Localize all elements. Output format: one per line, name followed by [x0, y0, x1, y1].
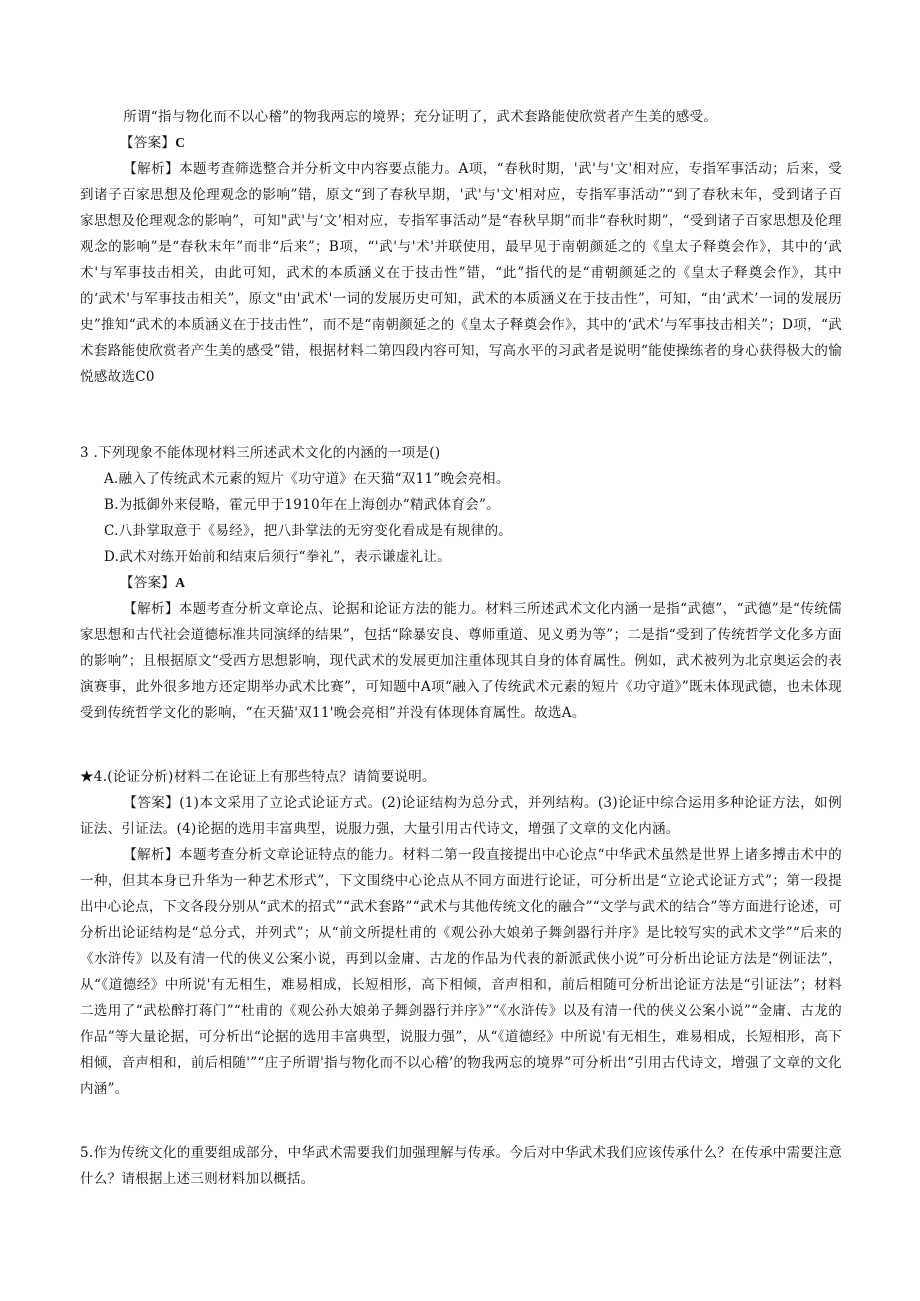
answer-value: C — [175, 135, 186, 150]
q5-section — [80, 1140, 842, 1192]
answer-value: A — [175, 575, 186, 590]
q4-section — [80, 764, 842, 1102]
q4-answer: 【答案】(1)本文采用了立论式论证方式。(2)论证结构为总分式，并列结构。(3)论证中综合运用多种论证方法，如例证法、引证法。(4)论据的选用丰富典型，说服力强，大量引用古代诗文，增强了文章的文化内涵。 — [80, 795, 842, 837]
q3-option-c: C.八卦掌取意于《易经》，把八卦掌法的无穷变化看成是有规律的。 — [104, 523, 513, 539]
q3-analysis: 【解析】本题考查分析文章论点、论据和论证方法的能力。材料三所述武术文化内涵一是指“武德”，“武德”是“传统儒家思想和古代社会道德标准共同演绎的结果”，包括“除暴安良、尊师重道、见义勇为等”；二是指“受到了传统哲学文化多方面的影响”；且根据原文“受西方思想影响，现代武术的发展更加注重体现其自身的体育属性。例如，武术被列为北京奥运会的表演赛事，此外很多地方还定期举办武术比赛”，可知题中A项“融入了传统武术元素的短片《功守道》”既未体现武德，也未体现受到传统哲学文化的影响，“在天猫'双11'晚会亮相”并没有体现体育属性。故选A。 — [80, 601, 842, 721]
q5-stem: 5.作为传统文化的重要组成部分，中华武术需要我们加强理解与传承。今后对中华武术我们应该传承什么？在传承中需要注意什么？请根据上述三则材料加以概括。 — [80, 1145, 842, 1187]
q3-stem: 3 .下列现象不能体现材料三所述武术文化的内涵的一项是() — [80, 445, 441, 461]
q3-section — [80, 440, 842, 726]
answer-label: 【答案】 — [120, 575, 176, 591]
q4-analysis: 【解析】本题考查分析文章论证特点的能力。材料二第一段直接提出中心论点“中华武术虽然是世界上诸多搏击术中的一种，但其本身已升华为一种艺术形式”，下文围绕中心论点从不同方面进行论证，可分析出是“立论式论证方式”；第一段提出中心论点，下文各段分别从“武术的招式”“武术套路”“武术与其他传统文化的融合”“文学与武术的结合”等方面进行论述，可分析出论证结构是“总分式，并列式”；从“前文所提杜甫的《观公孙大娘弟子舞剑器行并序》是比较写实的武术文学”“后来的《水浒传》以及有清一代的侠义公案小说，再到以金庸、古龙的作品为代表的新派武侠小说”可分析出论证方法是“例证法”，从“《道德经》中所说'有无相生，难易相成，长短相形，高下相倾，音声相和，前后相随可分析出论证方法是“引证法”；材料二选用了“武松醉打蒋门”“杜甫的《观公孙大娘弟子舞剑器行并序》”“《水浒传》以及有清一代的侠义公案小说”“金庸、古龙的作品”等大量论据，可分析出“论据的选用丰富典型，说服力强”，从“《道德经》中所说'有无相生，难易相成，长短相形，高下相倾，音声相和，前后相随'”“庄子所谓'指与物化而不以心稽’的物我两忘的境界”可分析出“引用古代诗文，增强了文章的文化内涵”。 — [80, 847, 842, 1097]
q3-option-b: B.为抵御外来侵略，霍元甲于1910年在上海创办“精武体育会”。 — [104, 497, 500, 513]
q2-tail-section — [80, 104, 842, 390]
quote-line: 所谓“指与物化而不以心稽”的物我两忘的境界；充分证明了，武术套路能使欣赏者产生美的感受。 — [123, 109, 718, 125]
q2-analysis: 【解析】本题考查筛选整合并分析文中内容要点能力。A项，“春秋时期，'武'与'文'相对应，专指军事活动；后来，受到诸子百家思想及伦理观念的影响”错，原文“到了春秋早期，'武'与'文'相对应，专指军事活动”“到了春秋末年，受到诸子百家思想及伦理观念的影响”，可知"武'与‘文’相对应，专指军事活动”是“春秋早期”而非“春秋时期”，“受到诸子百家思想及伦理观念的影响”是“春秋末年”而非“后来”；B项，“'武'与'术'并联使用，最早见于南朝颜延之的《皇太子释奠会作》，其中的‘武术'与军事技击相关，由此可知，武术的本质涵义在于技击性”错，“此”指代的是“甫朝颜延之的《皇太子释奠会作》，其中的‘武术'与军事技击相关”，原文"由'武术'一词的发展历史可知，武术的本质涵义在于技击性”，可知，“由‘武术’一词的发展历史”推知“武术的本质涵义在于技击性”，而不是“南朝颜延之的《皇太子释奠会作》，其中的‘武术’与军事技击相关”；D项，“武术套路能使欣赏者产生美的感受”错，根据材料二第四段内容可知，写高水平的习武者是说明“能使操练者的身心获得极大的愉悦感故选C0 — [80, 161, 842, 385]
answer-label: 【答案】 — [120, 135, 176, 151]
q2-answer — [80, 130, 842, 156]
q3-option-a: A.融入了传统武术元素的短片《功守道》在天猫“双11”晚会亮相。 — [104, 471, 510, 487]
q4-stem: ★4.(论证分析)材料二在论证上有那些特点？请简要说明。 — [80, 769, 436, 785]
q3-option-d: D.武术对练开始前和结束后须行“拳礼”，表示谦虚礼让。 — [104, 549, 452, 565]
q3-answer — [80, 570, 842, 596]
